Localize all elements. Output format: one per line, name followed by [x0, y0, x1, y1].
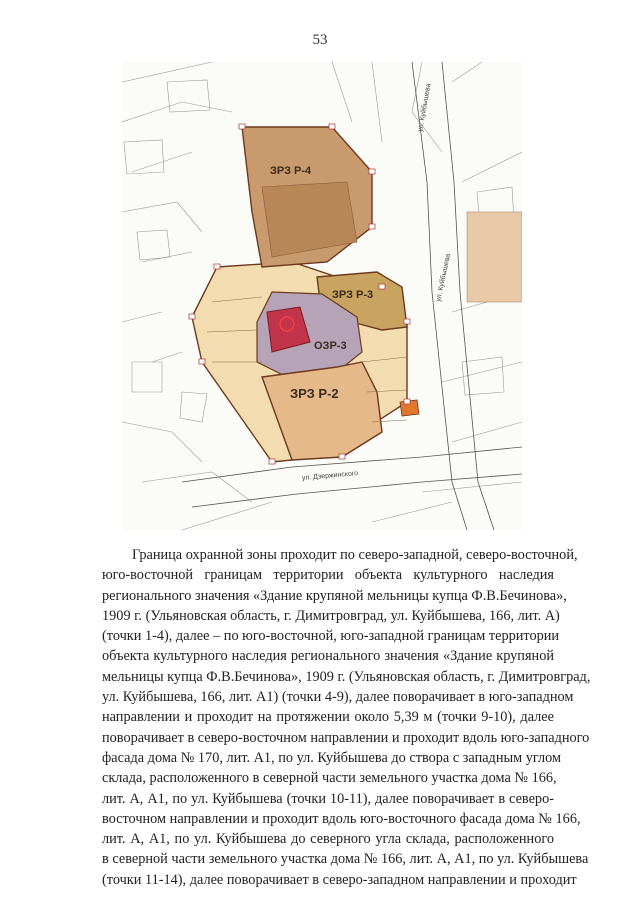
zoning-map	[122, 62, 522, 530]
text-line: (точки 11-14), далее поворачивает в северо-западном направлении и проходит	[102, 871, 577, 888]
street-label-dzerzhinskogo: ул. Дзержинского	[301, 470, 359, 482]
street-label-kuibysheva-top: ул. Куйбышева	[417, 82, 433, 133]
street-label-kuibysheva-right: ул. Куйбышева	[435, 253, 453, 303]
text-line: в северной части земельного участка дома № 166, лит. А, А1, по ул. Куйбышева	[102, 851, 589, 868]
text-line: ул. Куйбышева, 166, лит. А1) (точки 4-9), далее поворачивает в юго-западном	[102, 689, 574, 706]
text-line: 1909 г. (Ульяновская область, г. Димитровград, ул. Куйбышева, 166, лит. А)	[102, 607, 560, 624]
ozr3-label: ОЗР-3	[314, 340, 347, 352]
text-line: мельницы купца Ф.В.Бечинова», 1909 г. (Ульяновская область, г. Димитровград,	[102, 668, 591, 685]
text-line: юго-восточной границам территории объекта культурного наследия	[102, 567, 554, 584]
text-line: поворачивает в северо-восточном направлении и проходит вдоль юго-западного	[102, 729, 590, 746]
page-number: 53	[312, 32, 328, 48]
zrz-r2-label: ЗРЗ Р-2	[290, 386, 339, 401]
text-line: лит. А, А1, по ул. Куйбышева до северного угла склада, расположенного	[102, 831, 554, 848]
text-line: регионального значения «Здание крупяной мельницы купца Ф.В.Бечинова»,	[102, 587, 567, 604]
zrz-r4-label: ЗРЗ Р-4	[270, 165, 312, 177]
body-paragraph	[102, 545, 591, 890]
text-line: направлении и проходит на протяжении около 5,39 м (точки 9-10), далее	[102, 709, 554, 726]
zrz-r3-label: ЗРЗ Р-3	[332, 289, 374, 301]
text-line: лит. А, А1, по ул. Куйбышева (точки 10-11), далее поворачивает в северо-	[102, 790, 554, 807]
text-line: объекта культурного наследия регионального значения «Здание крупяной	[102, 648, 554, 665]
text-line: фасада дома № 170, лит. А1, по ул. Куйбышева до створа с западным углом	[102, 749, 562, 766]
text-line: восточном направлении и проходит вдоль юго-восточного фасада дома № 166,	[102, 810, 581, 827]
text-line: Граница охранной зоны проходит по северо-западной, северо-восточной,	[132, 547, 578, 563]
text-line: склада, расположенного в северной части земельного участка дома № 166,	[102, 770, 557, 787]
text-line: (точки 1-4), далее – по юго-восточной, юго-западной границам территории	[102, 628, 560, 645]
